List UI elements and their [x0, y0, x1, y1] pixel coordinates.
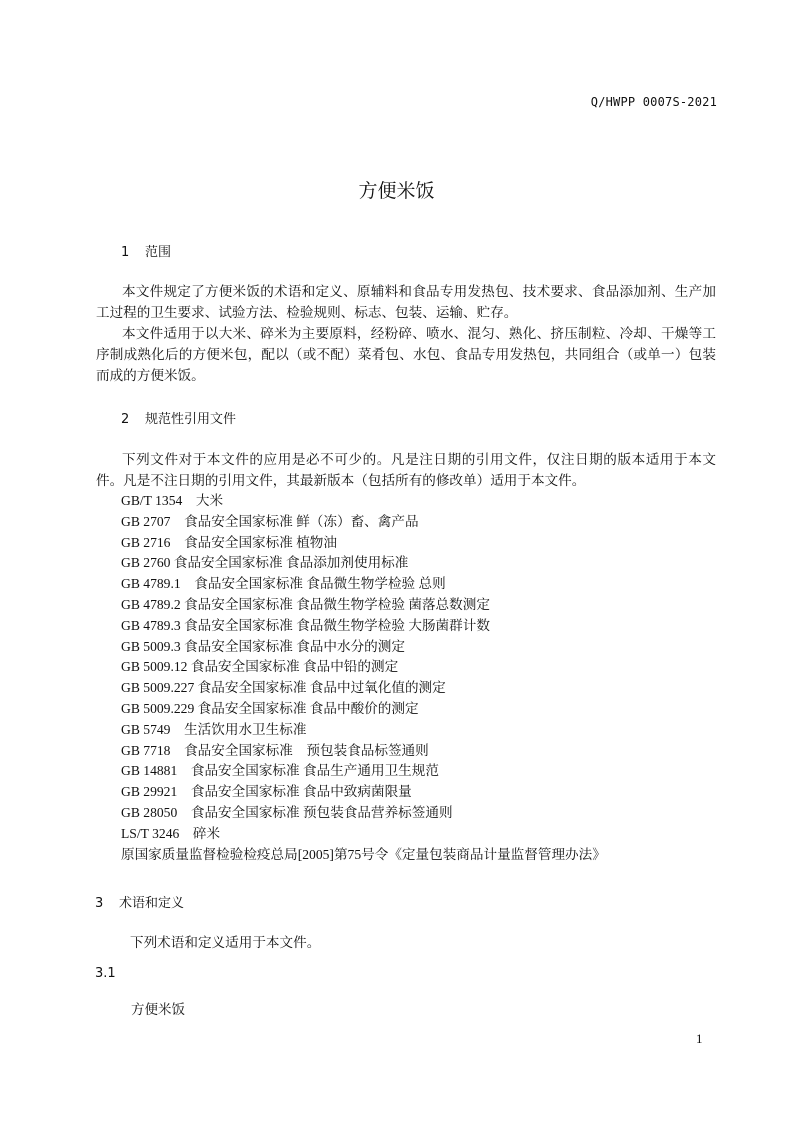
reference-item: GB 4789.2 食品安全国家标准 食品微生物学检验 菌落总数测定 — [121, 596, 490, 612]
document-number: Q/HWPP 0007S-2021 — [590, 95, 717, 109]
section-heading-normative-references — [121, 408, 236, 427]
subsection-number: 3.1 — [95, 966, 116, 981]
document-title: 方便米饭 — [358, 180, 435, 202]
section-title: 范围 — [145, 245, 172, 260]
reference-item: GB 28050 食品安全国家标准 预包装食品营养标签通则 — [121, 804, 453, 820]
reference-item: GB 29921 食品安全国家标准 食品中致病菌限量 — [121, 784, 412, 800]
reference-item: GB 5009.229 食品安全国家标准 食品中酸价的测定 — [121, 700, 419, 716]
reference-item: GB 5009.3 食品安全国家标准 食品中水分的测定 — [121, 638, 405, 654]
term-name: 方便米饭 — [131, 1002, 185, 1018]
scope-paragraph: 本文件适用于以大米、碎米为主要原料，经粉碎、喷水、混匀、熟化、挤压制粒、冷却、干燥等工序制成熟化后的方便米包，配以（或不配）菜肴包、水包、食品专用发热包，共同组合（或单一）包装而成的方便米饭。 — [96, 326, 716, 383]
section-number: 1 — [121, 245, 130, 260]
section-title: 术语和定义 — [119, 896, 185, 911]
section-heading-scope — [121, 241, 171, 260]
reference-list — [121, 491, 606, 865]
reference-item: GB 14881 食品安全国家标准 食品生产通用卫生规范 — [121, 763, 439, 779]
reference-item: GB 5009.12 食品安全国家标准 食品中铅的测定 — [121, 659, 399, 675]
reference-item: LS/T 3246 碎米 — [121, 825, 221, 841]
scope-paragraph: 本文件规定了方便米饭的术语和定义、原辅料和食品专用发热包、技术要求、食品添加剂、生产加工过程的卫生要求、试验方法、检验规则、标志、包装、运输、贮存。 — [96, 284, 716, 320]
terms-intro: 下列术语和定义适用于本文件。 — [130, 935, 321, 950]
section-number: 3 — [95, 896, 104, 911]
reference-item: GB 4789.3 食品安全国家标准 食品微生物学检验 大肠菌群计数 — [121, 617, 490, 633]
reference-item: GB 2716 食品安全国家标准 植物油 — [121, 534, 337, 550]
reference-item: GB 5009.227 食品安全国家标准 食品中过氧化值的测定 — [121, 680, 446, 696]
reference-item: GB 2760 食品安全国家标准 食品添加剂使用标准 — [121, 555, 409, 571]
reference-item: GB 4789.1 食品安全国家标准 食品微生物学检验 总则 — [121, 576, 446, 592]
section-heading-terms — [95, 892, 184, 911]
section-title: 规范性引用文件 — [145, 412, 237, 427]
reference-item: GB/T 1354 大米 — [121, 493, 224, 508]
reference-item: GB 7718 食品安全国家标准 预包装食品标签通则 — [121, 742, 429, 758]
reference-item: GB 2707 食品安全国家标准 鲜（冻）畜、禽产品 — [121, 513, 419, 529]
page-number: 1 — [696, 1031, 703, 1046]
reference-item: GB 5749 生活饮用水卫生标准 — [121, 721, 307, 737]
section-number: 2 — [121, 412, 130, 427]
reference-item: 原国家质量监督检验检疫总局[2005]第75号令《定量包装商品计量监督管理办法》 — [121, 846, 606, 862]
normative-references-intro: 下列文件对于本文件的应用是必不可少的。凡是注日期的引用文件，仅注日期的版本适用于本文件。凡是不注日期的引用文件，其最新版本（包括所有的修改单）适用于本文件。 — [96, 452, 716, 488]
